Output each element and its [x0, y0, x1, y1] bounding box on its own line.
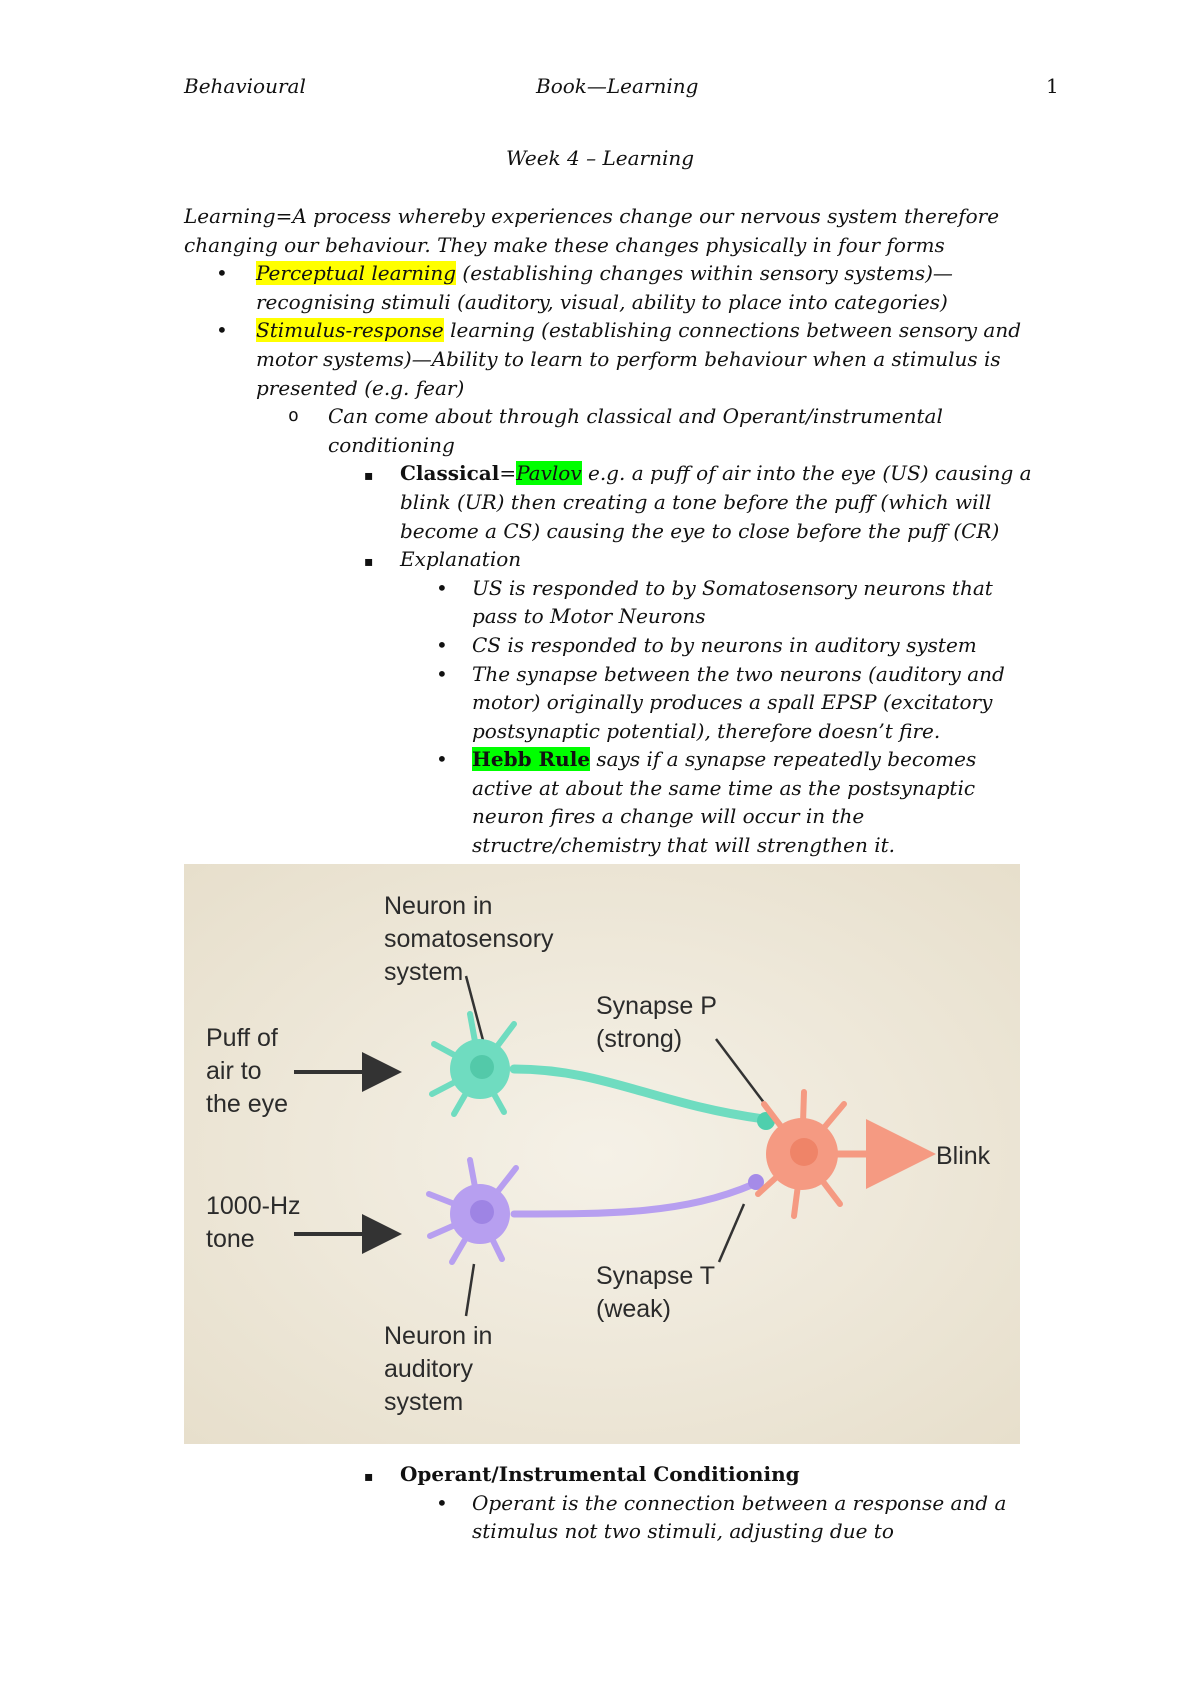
list-item-explanation-2 — [184, 631, 1034, 660]
explanation-point-1: US is responded to by Somatosensory neurons that pass to Motor Neurons — [472, 575, 993, 629]
classical-text: e.g. a puff of air into the eye (US) causing a blink (UR) then creating a tone before the puff (which will become a CS) causing the eye to close before the puff (CR) — [400, 461, 1032, 543]
operant-point: Operant is the connection between a response and a stimulus not two stimuli, adjusting due to — [472, 1490, 1007, 1544]
square-bullet-icon: ▪ — [364, 1469, 374, 1485]
perceptual-text: (establishing changes within sensory systems)—recognising stimuli (auditory, visual, ability to place into categories) — [256, 261, 953, 314]
forms-list — [184, 259, 1034, 859]
list-item-stimulus-response — [184, 316, 1034, 402]
label-blink: Blink — [936, 1142, 991, 1170]
classical-label: Classical — [400, 461, 500, 486]
bullet-icon: • — [436, 661, 448, 686]
explanation-point-3: The synapse between the two neurons (auditory and motor) originally produces a spall EPSP (excitatory postsynaptic potential), therefore doesn’t fire. — [472, 661, 1005, 743]
square-bullet-icon: ▪ — [364, 468, 374, 485]
label-synapse-t: Synapse T (weak) — [596, 1262, 715, 1323]
header-left: Behavioural — [184, 74, 306, 98]
square-bullet-icon: ▪ — [364, 554, 374, 571]
hebb-text: says if a synapse repeatedly becomes active at about the same time as the postsynaptic neuron fires a change will occur in the structre/chemistry that will strengthen it. — [472, 747, 977, 858]
list-item-classical — [184, 459, 1034, 545]
highlight-hebb-rule: Hebb Rule — [472, 747, 591, 772]
list-item-operant-point — [184, 1489, 1034, 1546]
bullet-icon: • — [216, 261, 228, 286]
stimulus-response-text: learning (establishing connections between sensory and motor systems)—Ability to learn to perform behaviour when a stimulus is presented (e.g. fear) — [256, 318, 1022, 400]
list-item-explanation-3 — [184, 660, 1034, 746]
neuron-diagram — [184, 864, 1020, 1444]
page-number: 1 — [1046, 74, 1059, 98]
intro-paragraph: Learning=A process whereby experiences change our nervous system therefore changing our behaviour. They make these changes physically in four forms — [184, 204, 1000, 257]
circle-bullet-icon: o — [288, 405, 299, 427]
operant-list — [184, 1460, 1034, 1546]
classical-equals: = — [499, 461, 517, 486]
label-tone: 1000-Hz tone — [206, 1192, 301, 1253]
list-item-explanation-1 — [184, 574, 1034, 631]
list-item-operant — [184, 1460, 1034, 1489]
label-auditory: Neuron in auditory system — [384, 1322, 493, 1416]
operant-label: Operant/Instrumental Conditioning — [400, 1462, 800, 1486]
list-item-explanation — [184, 545, 1034, 574]
highlight-stimulus-response: Stimulus-response — [256, 318, 444, 343]
explanation-label: Explanation — [400, 547, 522, 572]
bullet-icon: • — [436, 747, 448, 772]
bullet-icon: • — [436, 575, 448, 600]
label-puff: Puff of air to the eye — [206, 1024, 289, 1118]
bullet-icon: • — [216, 318, 228, 343]
conditioning-text: Can come about through classical and Operant/instrumental conditioning — [328, 404, 943, 457]
list-item-hebb — [184, 745, 1034, 859]
header-center: Book—Learning — [536, 74, 699, 98]
highlight-perceptual: Perceptual learning — [256, 261, 457, 286]
bullet-icon: • — [436, 632, 448, 657]
notes-body — [184, 202, 1034, 860]
bullet-icon: • — [436, 1490, 448, 1515]
list-item-perceptual — [184, 259, 1034, 316]
page-title: Week 4 – Learning — [505, 146, 695, 170]
label-synapse-p: Synapse P (strong) — [596, 992, 717, 1053]
operant-section — [184, 1460, 1034, 1546]
highlight-pavlov: Pavlov — [516, 461, 582, 486]
label-somatosensory: Neuron in somatosensory system — [384, 892, 554, 986]
list-item-conditioning — [184, 402, 1034, 459]
explanation-point-2: CS is responded to by neurons in auditory system — [472, 632, 977, 657]
